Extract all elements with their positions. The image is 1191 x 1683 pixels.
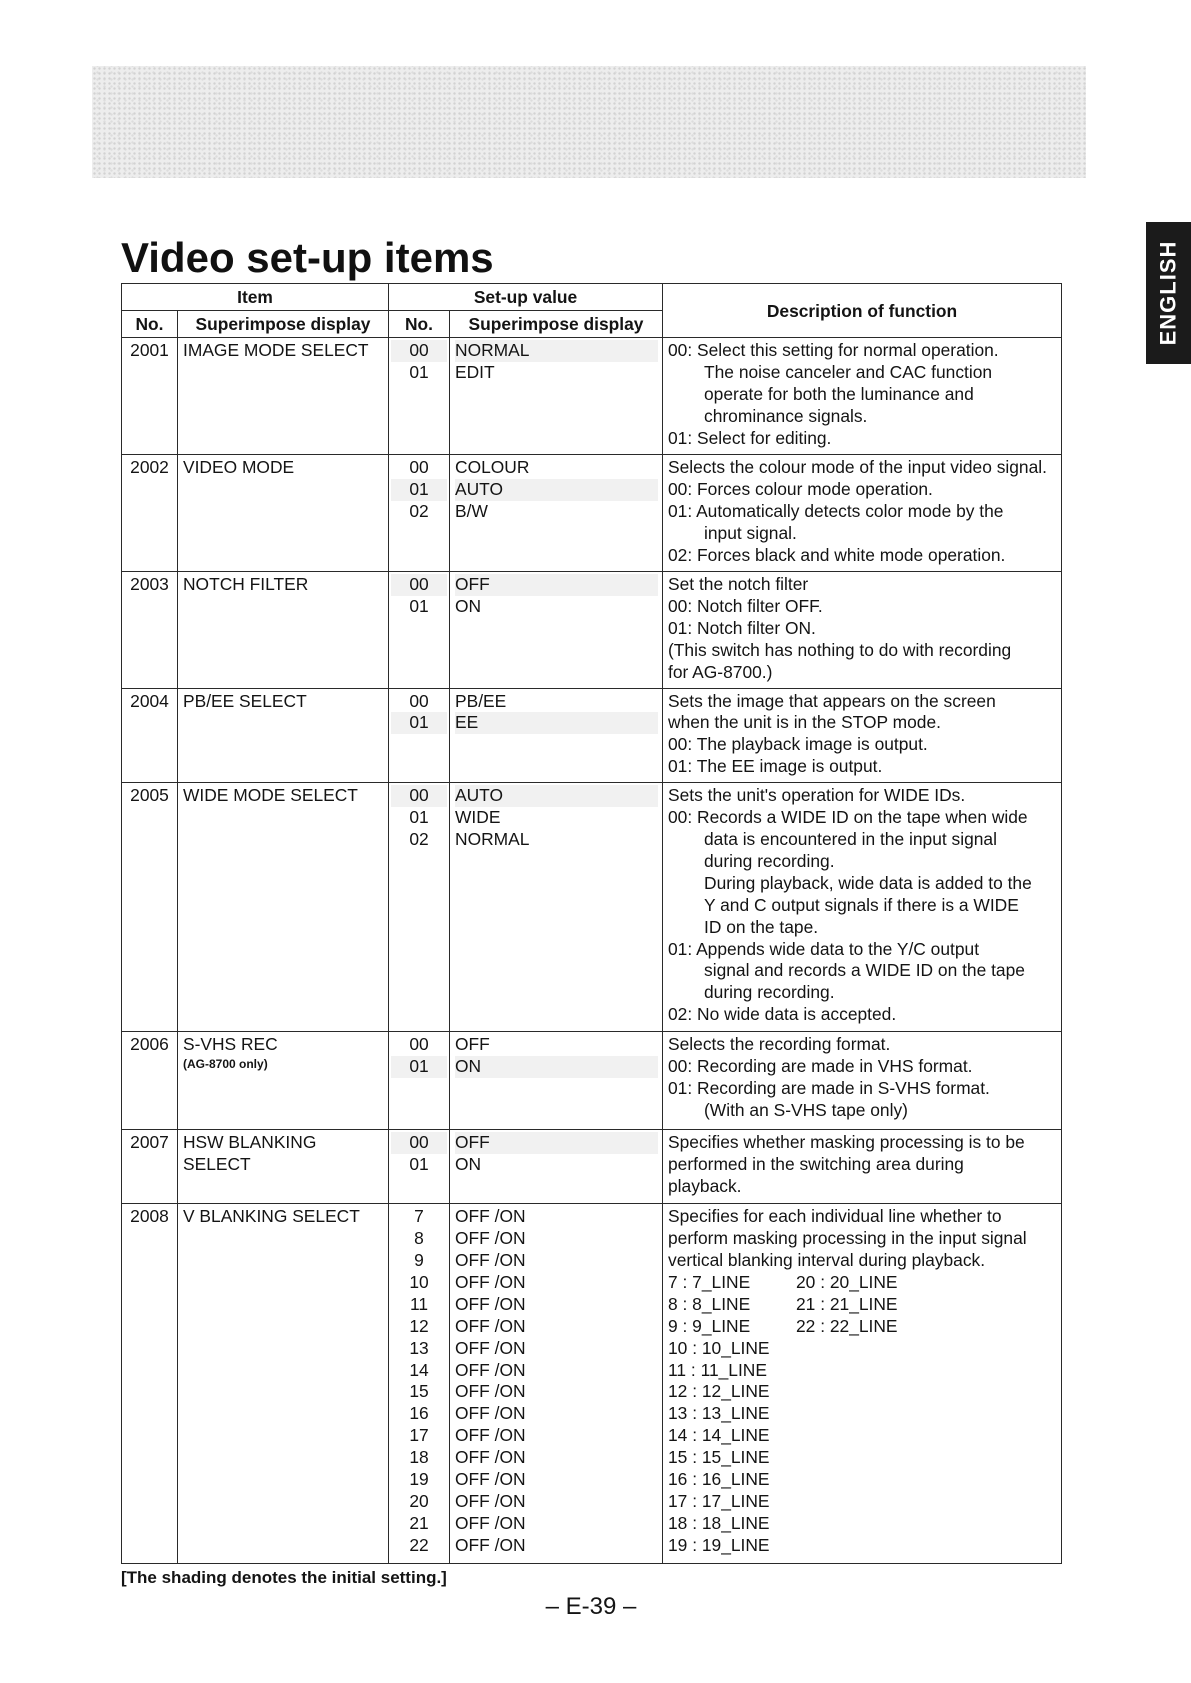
shading-footnote: [The shading denotes the initial setting.] (121, 1568, 447, 1587)
description-line: input signal. (704, 522, 797, 543)
value-no-cell (389, 688, 450, 783)
value-no: 00 (409, 457, 429, 477)
description-line: chrominance signals. (704, 405, 868, 426)
value-display-cell (450, 338, 663, 455)
value-display: AUTO (455, 785, 658, 807)
value-no: 13 (409, 1337, 429, 1358)
value-display: OFF /ON (455, 1403, 526, 1424)
value-no-cell (389, 1204, 450, 1564)
description-line: during recording. (704, 850, 835, 871)
value-no: 15 (409, 1381, 429, 1402)
page-title: Video set-up items (121, 234, 494, 281)
line-label: 7 : 7_LINE (668, 1271, 751, 1292)
description-pair (668, 1316, 1057, 1338)
description-line: 00: Forces colour mode operation. (668, 478, 933, 499)
description-line: 01: Recording are made in S-VHS format. (668, 1077, 990, 1098)
description-line: 01: Notch filter ON. (668, 617, 816, 638)
table-row (122, 1204, 1062, 1564)
header-row-group (122, 284, 1062, 311)
value-display-cell (450, 783, 663, 1032)
value-no: 00 (409, 1034, 429, 1055)
value-display: OFF /ON (455, 1271, 526, 1292)
value-display: OFF /ON (455, 1534, 526, 1555)
description-line: Y and C output signals if there is a WIDE (704, 894, 1019, 915)
description-line: Set the notch filter (668, 574, 809, 594)
value-no: 11 (409, 1293, 429, 1314)
value-display: OFF /ON (455, 1359, 526, 1380)
description-line: (This switch has nothing to do with recording (668, 639, 1012, 660)
value-no: 00 (409, 690, 429, 711)
value-no-cell (389, 1130, 450, 1204)
value-no: 01 (391, 1056, 447, 1078)
description-line: 01: Automatically detects color mode by the (668, 500, 1004, 521)
value-display: OFF /ON (455, 1381, 526, 1402)
item-no: 2004 (122, 688, 178, 783)
description-pair (668, 1294, 1057, 1316)
description-line: 00: The playback image is output. (668, 734, 928, 755)
description-cell (663, 455, 1062, 572)
value-no-cell (389, 572, 450, 689)
value-no-cell (389, 783, 450, 1032)
value-no-cell (389, 1032, 450, 1130)
line-label: 9 : 9_LINE (668, 1315, 751, 1336)
description-line: data is encountered in the input signal (704, 828, 997, 849)
description-line: for AG-8700.) (668, 661, 773, 682)
value-display: COLOUR (455, 457, 530, 477)
value-no: 18 (409, 1447, 429, 1468)
description-cell (663, 1204, 1062, 1564)
value-display: B/W (455, 500, 488, 521)
value-display: OFF /ON (455, 1512, 526, 1533)
line-label: 12 : 12_LINE (668, 1381, 770, 1402)
value-display: OFF /ON (455, 1337, 526, 1358)
value-no: 16 (409, 1403, 429, 1424)
value-display-cell (450, 1130, 663, 1204)
item-display: HSW BLANKING (183, 1132, 317, 1153)
item-no: 2005 (122, 783, 178, 1032)
value-display: OFF /ON (455, 1293, 526, 1314)
value-display: OFF (455, 1132, 658, 1154)
description-cell (663, 783, 1062, 1032)
item-display-note: (AG-8700 only) (183, 1057, 268, 1072)
line-label: 21 : 21_LINE (796, 1293, 898, 1314)
description-cell (663, 338, 1062, 455)
value-display: OFF /ON (455, 1249, 526, 1270)
language-tab (1146, 222, 1191, 364)
value-display: OFF /ON (455, 1469, 526, 1490)
description-line: operate for both the luminance and (704, 383, 974, 404)
description-line: ID on the tape. (704, 916, 819, 937)
value-no: 22 (409, 1534, 429, 1555)
value-display: OFF /ON (455, 1228, 526, 1249)
value-no: 01 (391, 712, 447, 734)
value-no: 14 (409, 1359, 429, 1380)
value-display: NORMAL (455, 340, 658, 362)
item-display: S-VHS REC (183, 1034, 278, 1055)
description-pair (668, 1272, 1057, 1294)
value-no: 17 (409, 1425, 429, 1446)
value-display: ON (455, 1154, 482, 1175)
table-row (122, 1032, 1062, 1130)
description-line: Sets the unit's operation for WIDE IDs. (668, 785, 966, 806)
value-no: 02 (409, 828, 429, 849)
description-line: Selects the recording format. (668, 1034, 891, 1055)
item-display-header: Superimpose display (178, 311, 389, 338)
description-line: 01: Select for editing. (668, 427, 832, 448)
value-no-header: No. (389, 311, 450, 338)
value-no: 00 (391, 785, 447, 807)
description-line: 02: No wide data is accepted. (668, 1004, 897, 1025)
description-line: 00: Records a WIDE ID on the tape when wide (668, 807, 1028, 828)
line-label: 22 : 22_LINE (796, 1315, 898, 1336)
value-display: OFF /ON (455, 1425, 526, 1446)
value-display: PB/EE (455, 690, 507, 711)
setup-value-header: Set-up value (389, 284, 663, 311)
item-display: WIDE MODE SELECT (178, 783, 389, 1032)
line-label: 15 : 15_LINE (668, 1447, 770, 1468)
value-no: 02 (409, 500, 429, 521)
description-line: 00: Notch filter OFF. (668, 595, 823, 616)
value-display: WIDE (455, 807, 501, 828)
table-row (122, 1130, 1062, 1204)
value-display: OFF /ON (455, 1315, 526, 1336)
value-no: 00 (391, 1132, 447, 1154)
line-label: 18 : 18_LINE (668, 1512, 770, 1533)
description-line: when the unit is in the STOP mode. (668, 712, 941, 733)
item-no: 2003 (122, 572, 178, 689)
description-line: vertical blanking interval during playback. (668, 1249, 986, 1270)
value-display: OFF (455, 574, 658, 596)
line-label: 13 : 13_LINE (668, 1403, 770, 1424)
value-display-header: Superimpose display (450, 311, 663, 338)
item-no: 2008 (122, 1204, 178, 1564)
description-line: 01: The EE image is output. (668, 756, 883, 777)
value-display-cell (450, 688, 663, 783)
description-line: signal and records a WIDE ID on the tape (704, 960, 1025, 981)
item-display-cell (178, 1130, 389, 1204)
value-no: 00 (391, 340, 447, 362)
description-cell (663, 688, 1062, 783)
value-no: 01 (391, 479, 447, 501)
item-display: SELECT (183, 1154, 251, 1175)
description-line: 00: Recording are made in VHS format. (668, 1056, 973, 1077)
page-number: – E-39 – (545, 1593, 637, 1620)
table-row (122, 783, 1062, 1032)
description-line: Sets the image that appears on the screen (668, 690, 996, 711)
value-no: 9 (414, 1249, 424, 1270)
description-cell (663, 572, 1062, 689)
line-label: 11 : 11_LINE (668, 1359, 767, 1380)
line-label: 17 : 17_LINE (668, 1490, 770, 1511)
description-line: 00: Select this setting for normal operation. (668, 340, 999, 360)
value-no: 01 (409, 595, 429, 616)
value-display-cell (450, 1204, 663, 1564)
value-display: OFF /ON (455, 1206, 526, 1227)
value-no: 20 (409, 1490, 429, 1511)
description-cell (663, 1032, 1062, 1130)
value-display: OFF (455, 1034, 490, 1055)
description-line: The noise canceler and CAC function (704, 361, 993, 382)
item-no: 2001 (122, 338, 178, 455)
item-no: 2007 (122, 1130, 178, 1204)
value-no: 7 (414, 1206, 424, 1227)
description-line: Specifies whether masking processing is to be (668, 1132, 1025, 1153)
value-display: NORMAL (455, 828, 530, 849)
item-no-header: No. (122, 311, 178, 338)
description-line: playback. (668, 1175, 742, 1196)
value-no-cell (389, 338, 450, 455)
item-header: Item (122, 284, 389, 311)
description-cell (663, 1130, 1062, 1204)
value-display: ON (455, 595, 482, 616)
value-display-cell (450, 572, 663, 689)
description-line: Specifies for each individual line whether to (668, 1206, 1002, 1227)
description-line: 01: Appends wide data to the Y/C output (668, 938, 980, 959)
value-display-cell (450, 455, 663, 572)
value-display-cell (450, 1032, 663, 1130)
value-no: 01 (409, 1154, 429, 1175)
line-label: 8 : 8_LINE (668, 1293, 751, 1314)
value-display: EDIT (455, 361, 495, 382)
value-display: AUTO (455, 479, 658, 501)
table-row (122, 455, 1062, 572)
value-no: 00 (391, 574, 447, 596)
line-label: 14 : 14_LINE (668, 1425, 770, 1446)
header-band (92, 66, 1086, 178)
value-no: 12 (409, 1315, 429, 1336)
item-display: IMAGE MODE SELECT (178, 338, 389, 455)
item-no: 2006 (122, 1032, 178, 1130)
item-display: V BLANKING SELECT (178, 1204, 389, 1564)
table-row (122, 572, 1062, 689)
description-line: performed in the switching area during (668, 1154, 964, 1175)
value-no: 10 (409, 1271, 429, 1292)
value-no: 19 (409, 1469, 429, 1490)
line-label: 10 : 10_LINE (668, 1337, 770, 1358)
item-display-cell (178, 1032, 389, 1130)
value-display: OFF /ON (455, 1490, 526, 1511)
language-tab-label: ENGLISH (1155, 240, 1181, 346)
value-no: 01 (409, 361, 429, 382)
value-no: 8 (414, 1228, 424, 1249)
value-display: EE (455, 712, 658, 734)
item-display: VIDEO MODE (178, 455, 389, 572)
value-no: 21 (409, 1512, 429, 1533)
description-line: (With an S-VHS tape only) (704, 1099, 908, 1120)
setup-items-table (121, 283, 1062, 1564)
description-line: During playback, wide data is added to the (704, 872, 1032, 893)
item-no: 2002 (122, 455, 178, 572)
line-label: 19 : 19_LINE (668, 1534, 770, 1555)
table-row (122, 688, 1062, 783)
item-display: NOTCH FILTER (178, 572, 389, 689)
line-label: 20 : 20_LINE (796, 1271, 898, 1292)
value-no-cell (389, 455, 450, 572)
value-display: OFF /ON (455, 1447, 526, 1468)
item-display: PB/EE SELECT (178, 688, 389, 783)
line-label: 16 : 16_LINE (668, 1469, 770, 1490)
description-line: during recording. (704, 982, 835, 1003)
value-display: ON (455, 1056, 658, 1078)
value-no: 01 (409, 807, 429, 828)
description-line: perform masking processing in the input signal (668, 1228, 1027, 1249)
description-header: Description of function (663, 284, 1062, 338)
description-line: Selects the colour mode of the input video signal. (668, 457, 1047, 477)
description-line: 02: Forces black and white mode operation. (668, 544, 1006, 565)
table-row (122, 338, 1062, 455)
